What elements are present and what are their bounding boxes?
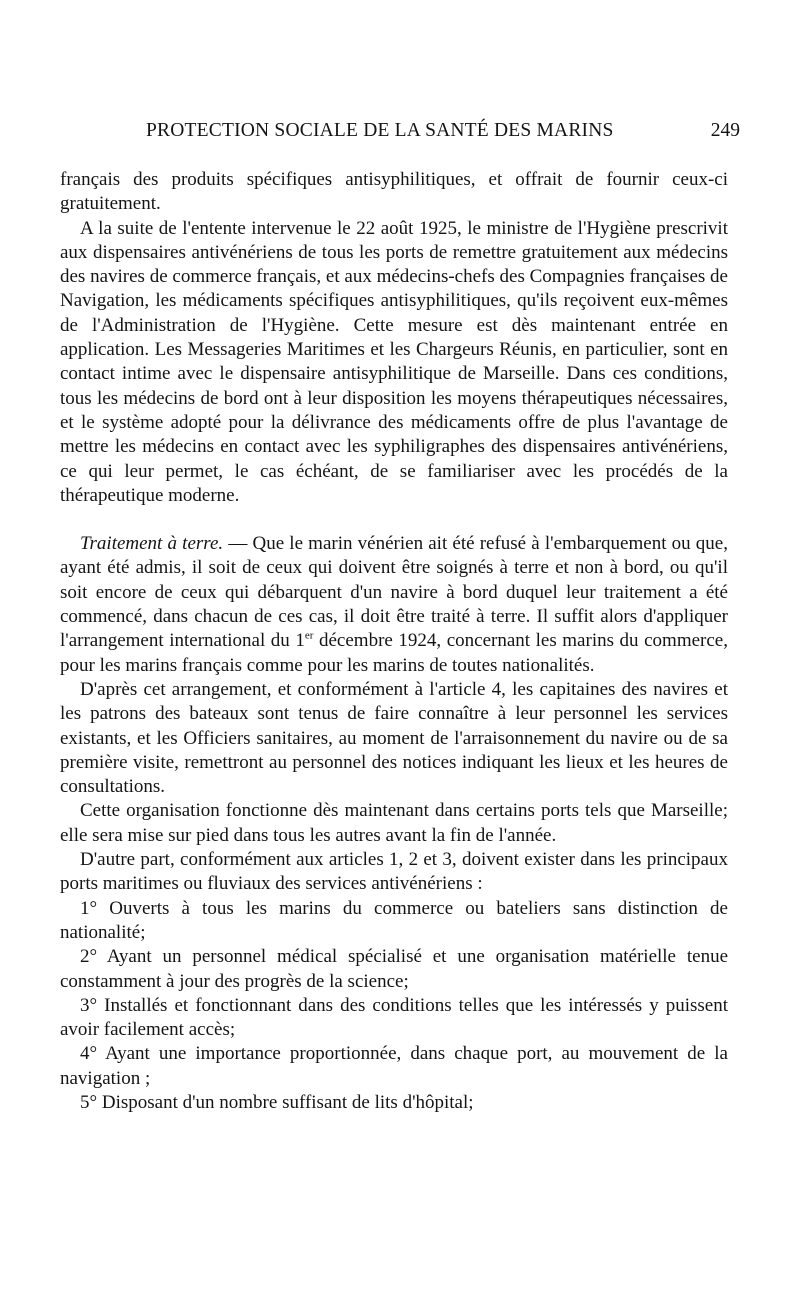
- list-text: Ayant un personnel médical spécialisé et une organisation matérielle tenue constamment à jour des progrès de la science;: [60, 946, 728, 992]
- list-number: 5°: [80, 1091, 98, 1113]
- running-title: PROTECTION SOCIALE DE LA SANTÉ DES MARINS: [146, 120, 614, 141]
- paragraph-entente: A la suite de l'entente intervenue le 22 août 1925, le ministre de l'Hygiène prescrivit aux dispensaires antivénériens de tous les ports de remettre gratuitement aux médecins des navires de commerce français, et aux médecins-chefs des Compagnies françaises de Navigation, les médicaments spécifiques antisyphilitiques, qu'ils reçoivent eux-mêmes de l'Administration de l'Hygiène. Cette mesure est dès maintenant entrée en application. Les Messageries Maritimes et les Chargeurs Réunis, en particulier, sont en contact intime avec le dispensaire antisyphilitique de Marseille. Dans ces conditions, tous les médecins de bord ont à leur disposition les moyens thérapeutiques nécessaires, et le système adopté pour la délivrance des médicaments offre de plus l'avantage de mettre les médecins en contact avec les syphiligraphes des dispensaires antivénériens, ce qui leur permet, le cas échéant, de se familiariser avec les procédés de la thérapeutique moderne.: [60, 217, 728, 506]
- list-number: 3°: [80, 994, 98, 1016]
- list-text: Ouverts à tous les marins du commerce ou bateliers sans distinction de nationalité;: [60, 897, 728, 943]
- paragraph-traitement-tail: décembre 1924, concernant les marins du commerce, pour les marins français comme pour les marins de toutes nationalités.: [60, 630, 728, 676]
- list-number: 1°: [80, 897, 98, 919]
- section-heading: Traitement à terre.: [80, 533, 224, 555]
- list-item: [60, 994, 728, 1043]
- paragraph-autre-part: D'autre part, conformément aux articles 1, 2 et 3, doivent exister dans les principaux ports maritimes ou fluviaux des services antivénériens :: [60, 849, 728, 895]
- page-number: 249: [710, 120, 740, 141]
- list-item: [60, 1091, 728, 1115]
- list-text: Disposant d'un nombre suffisant de lits d'hôpital;: [97, 1091, 474, 1113]
- list-number: 2°: [80, 946, 98, 968]
- paragraph-continuation: français des produits spécifiques antisyphilitiques, et offrait de fournir ceux-ci gratuitement.: [60, 169, 728, 215]
- list-item: [60, 1042, 728, 1091]
- running-head: [60, 120, 740, 146]
- list-item: [60, 945, 728, 994]
- paragraph-traitement: [60, 532, 728, 678]
- body-text: [60, 168, 728, 1115]
- paragraph-traitement-text: — Que le marin vénérien ait été refusé à l'embarquement ou que, ayant été admis, il soit de ceux qui doivent être soignés à terre et non à bord, ou qu'il soit encore de ceux qui débarquent d'un navire à bord duquel leur traitement a été commencé, dans chacun de ces cas, il doit être traité à terre. Il suffit alors d'appliquer l'arrangement international du 1: [60, 533, 728, 652]
- list-text: Installés et fonctionnant dans des conditions telles que les intéressés y puissent avoir facilement accès;: [60, 994, 728, 1041]
- paragraph-arrangement: D'après cet arrangement, et conformément à l'article 4, les capitaines des navires et les patrons des bateaux sont tenus de faire connaître à leur personnel les services existants, et les Officiers sanitaires, au moment de l'arraisonnement du navire ou de sa première visite, remettront au personnel des notices indiquant les lieux et les heures de consultations.: [60, 678, 728, 798]
- list-text: Ayant une importance proportionnée, dans chaque port, au mouvement de la navigation ;: [60, 1043, 728, 1089]
- list-number: 4°: [80, 1043, 98, 1065]
- ordinal-superscript: er: [304, 630, 314, 643]
- list-item: [60, 897, 728, 946]
- paragraph-organisation: Cette organisation fonctionne dès maintenant dans certains ports tels que Marseille; elle sera mise sur pied dans tous les autres avant la fin de l'année.: [60, 800, 728, 846]
